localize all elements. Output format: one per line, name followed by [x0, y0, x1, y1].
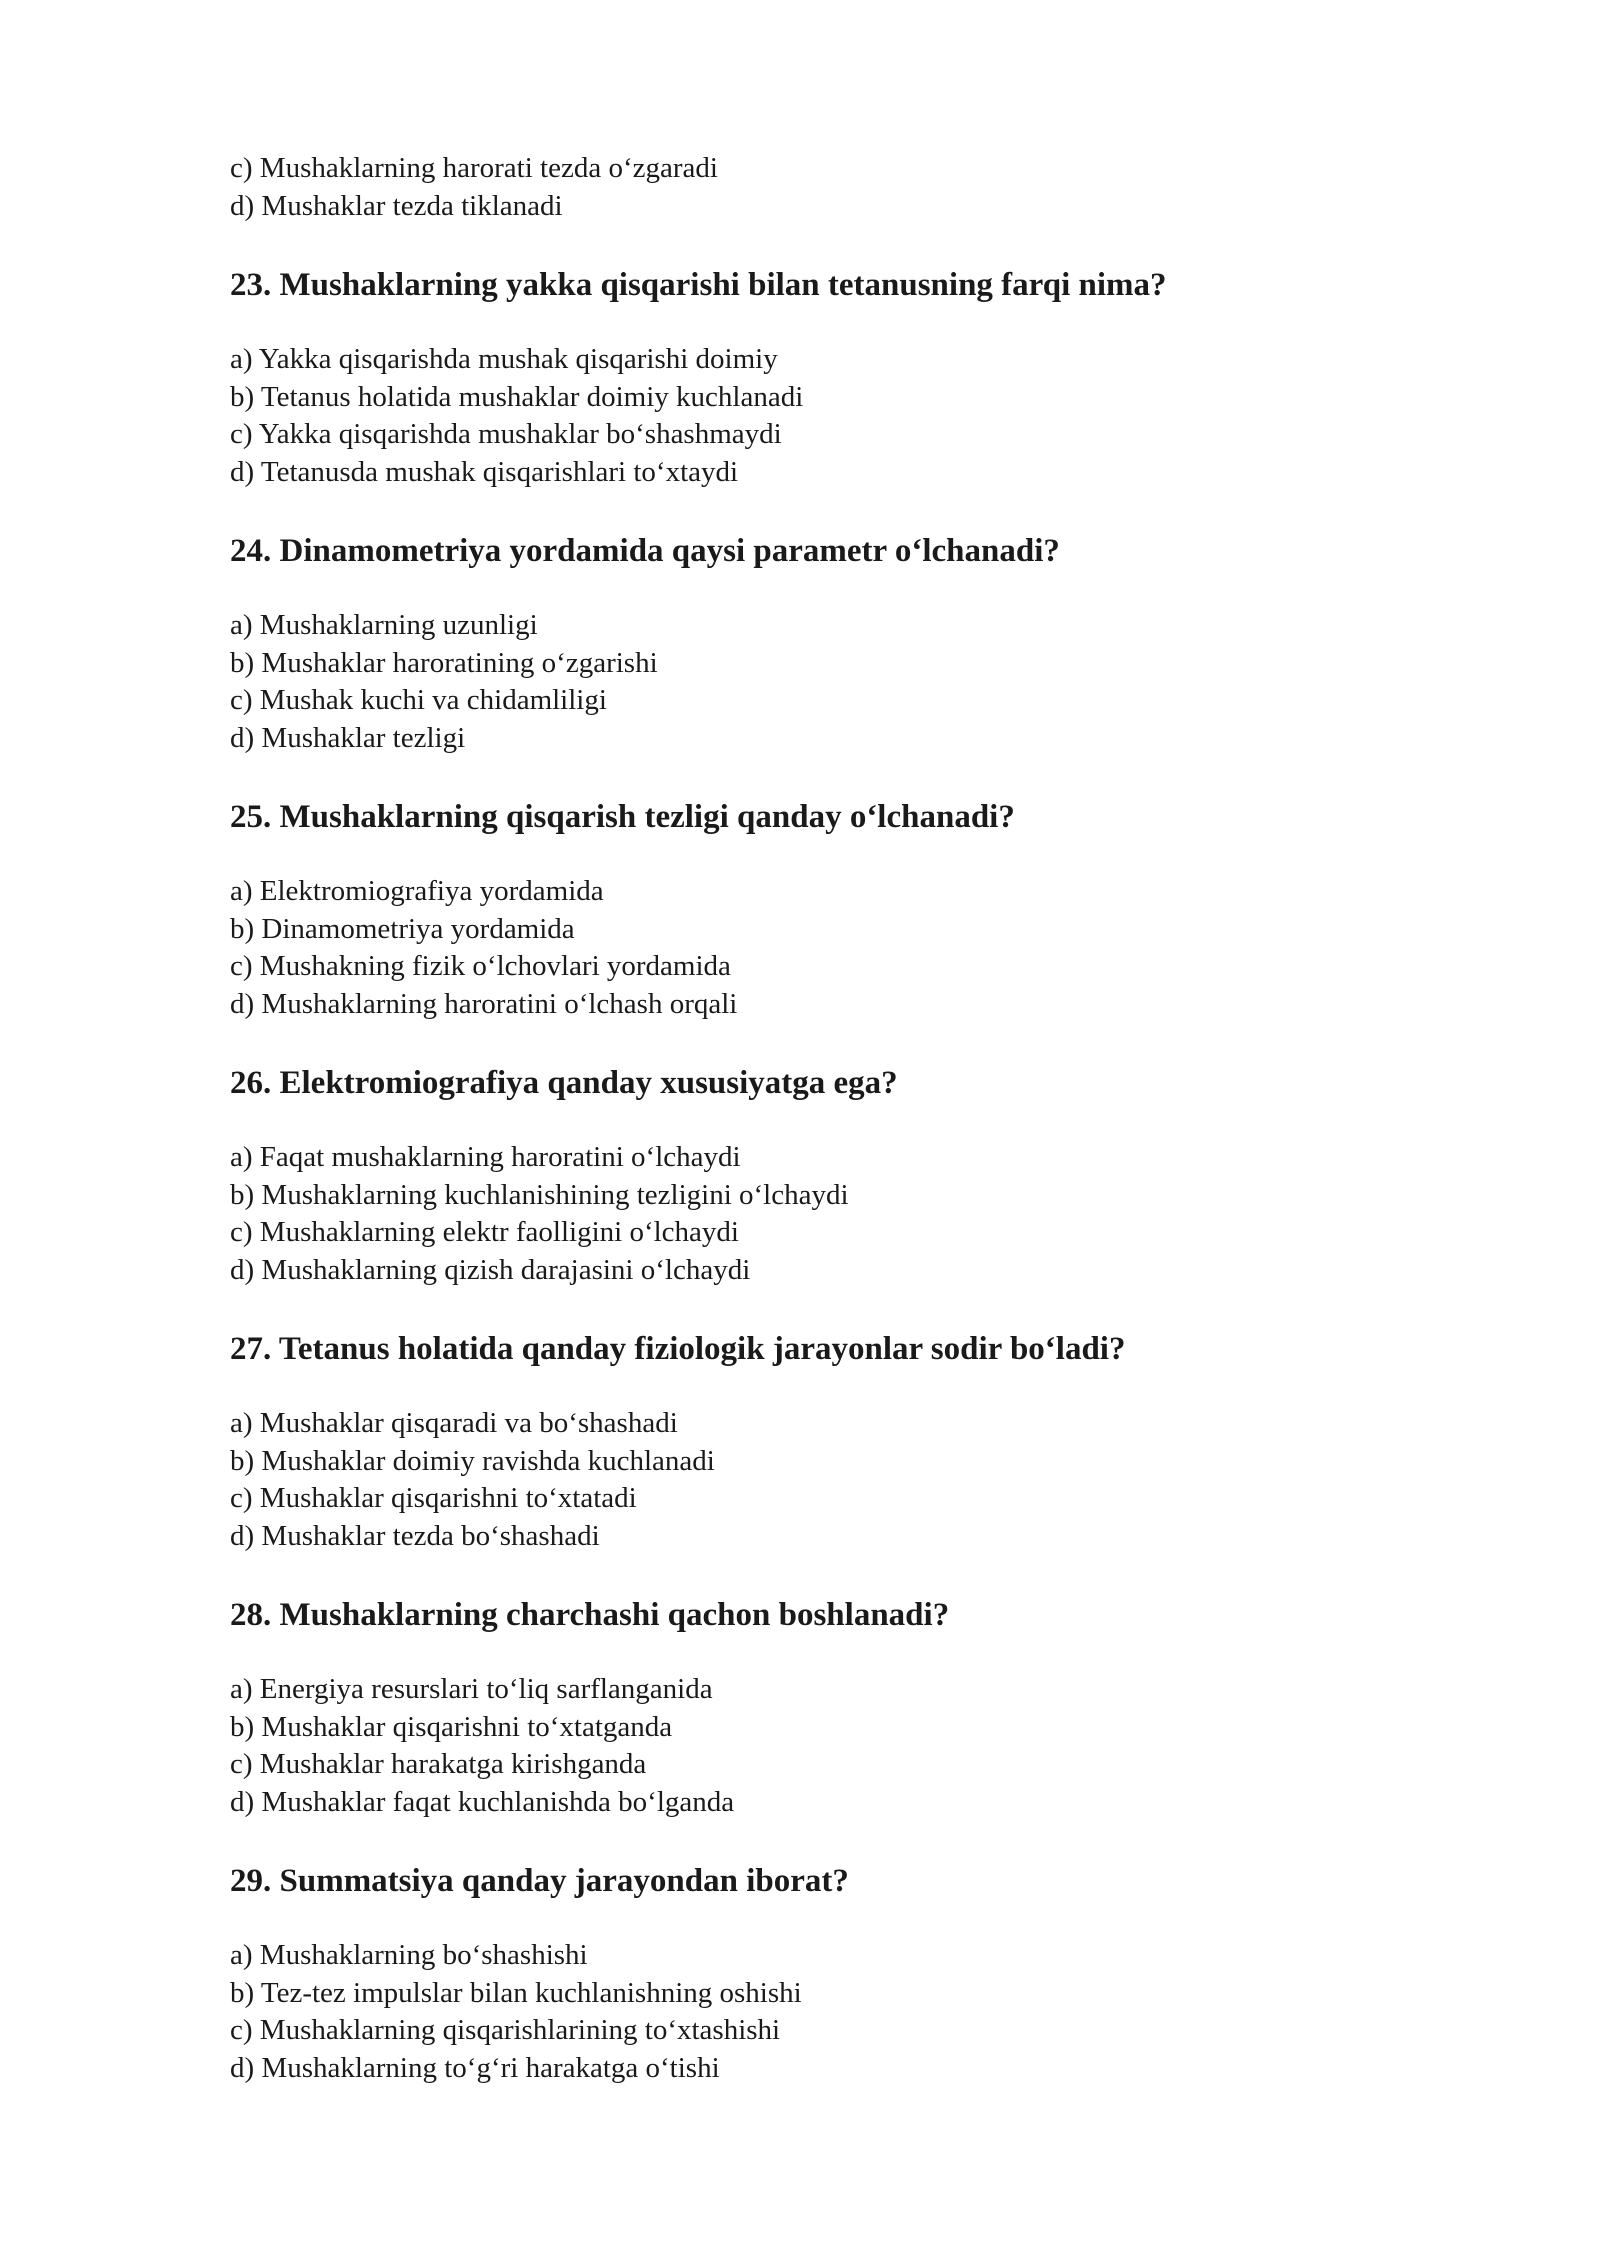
question-29 — [230, 1861, 1430, 2087]
answer-option: d) Mushaklarning haroratini o‘lchash orqali — [230, 987, 738, 1020]
answer-option: d) Mushaklar tezligi — [230, 721, 466, 754]
answer-option: b) Tetanus holatida mushaklar doimiy kuchlanadi — [230, 380, 804, 413]
question-title: 24. Dinamometriya yordamida qaysi parametr o‘lchanadi? — [230, 533, 1060, 569]
answer-option: b) Dinamometriya yordamida — [230, 912, 575, 945]
answer-option: c) Mushakning fizik o‘lchovlari yordamida — [230, 950, 731, 982]
answer-option: a) Mushaklarning bo‘shashishi — [230, 1939, 588, 1971]
question-25 — [230, 797, 1430, 1023]
answer-option: c) Mushaklar harakatga kirishganda — [230, 1748, 647, 1780]
answer-option: d) Mushaklar faqat kuchlanishda bo‘lganda — [230, 1785, 735, 1818]
answer-option: c) Mushaklar qisqarishni to‘xtatadi — [230, 1482, 637, 1514]
answer-option: a) Mushaklarning uzunligi — [230, 609, 538, 641]
answer-option: c) Mushaklarning elektr faolligini o‘lchaydi — [230, 1216, 739, 1248]
question-28 — [230, 1595, 1430, 1821]
leading-options — [230, 150, 1430, 225]
answer-option: c) Mushak kuchi va chidamliligi — [230, 684, 607, 716]
question-26 — [230, 1063, 1430, 1289]
question-title: 26. Elektromiografiya qanday xususiyatga ega? — [230, 1065, 898, 1101]
answer-option: d) Mushaklar tezda tiklanadi — [230, 189, 563, 222]
question-23 — [230, 265, 1430, 491]
question-27 — [230, 1329, 1430, 1555]
document-page — [230, 150, 1430, 2087]
answer-option: d) Tetanusda mushak qisqarishlari to‘xtaydi — [230, 455, 739, 488]
answer-option: b) Mushaklar haroratining o‘zgarishi — [230, 646, 658, 679]
answer-option: c) Yakka qisqarishda mushaklar bo‘shashmaydi — [230, 418, 782, 450]
answer-option: b) Tez-tez impulslar bilan kuchlanishning oshishi — [230, 1976, 802, 2009]
answer-option: a) Energiya resurslari to‘liq sarflanganida — [230, 1673, 713, 1705]
answer-option: d) Mushaklar tezda bo‘shashadi — [230, 1519, 600, 1552]
answer-option: d) Mushaklarning to‘g‘ri harakatga o‘tishi — [230, 2051, 720, 2084]
question-title: 25. Mushaklarning qisqarish tezligi qanday o‘lchanadi? — [230, 799, 1015, 835]
answer-option: b) Mushaklar qisqarishni to‘xtatganda — [230, 1710, 673, 1743]
question-24 — [230, 531, 1430, 757]
answer-option: a) Faqat mushaklarning haroratini o‘lchaydi — [230, 1141, 741, 1173]
answer-option: c) Mushaklarning qisqarishlarining to‘xtashishi — [230, 2014, 781, 2046]
answer-option: a) Mushaklar qisqaradi va bo‘shashadi — [230, 1407, 678, 1439]
answer-option: d) Mushaklarning qizish darajasini o‘lchaydi — [230, 1253, 751, 1286]
answer-option: c) Mushaklarning harorati tezda o‘zgaradi — [230, 152, 718, 184]
answer-option: a) Yakka qisqarishda mushak qisqarishi doimiy — [230, 343, 778, 375]
question-title: 28. Mushaklarning charchashi qachon boshlanadi? — [230, 1597, 950, 1633]
question-title: 27. Tetanus holatida qanday fiziologik jarayonlar sodir bo‘ladi? — [230, 1331, 1126, 1367]
question-title: 29. Summatsiya qanday jarayondan iborat? — [230, 1863, 849, 1899]
answer-option: b) Mushaklar doimiy ravishda kuchlanadi — [230, 1444, 715, 1477]
answer-option: b) Mushaklarning kuchlanishining tezligini o‘lchaydi — [230, 1178, 849, 1211]
question-title: 23. Mushaklarning yakka qisqarishi bilan tetanusning farqi nima? — [230, 267, 1167, 303]
answer-option: a) Elektromiografiya yordamida — [230, 875, 604, 907]
